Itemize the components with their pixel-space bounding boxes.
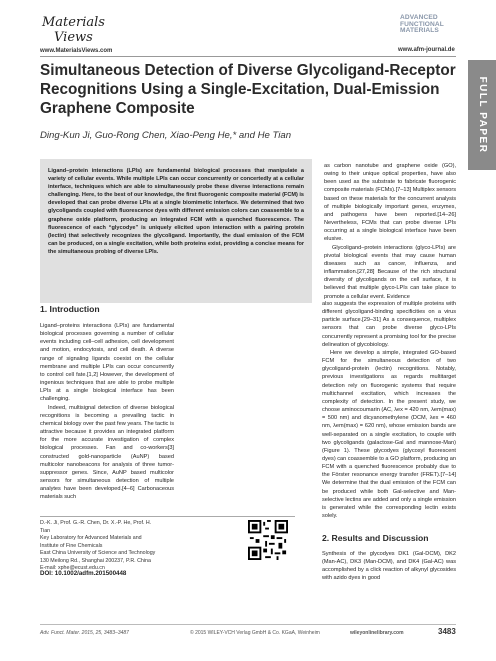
page-number: 3483 <box>438 627 456 636</box>
paragraph: Glycoligand–protein interactions (glyco-LPIs) are pivotal biological events that may cause human diseases such as cancer, influenza, and inflammation.[27,28] Because of the rich structural diversity of glycoligands on the cell surface, it is believed that multiple glyco-LPIs can take place to promote a cellular event. Evidence <box>324 244 456 300</box>
intro-right-column <box>322 300 456 532</box>
journal-url: www.afm-journal.de <box>398 47 455 53</box>
section-heading-results: 2. Results and Discussion <box>322 533 429 543</box>
svg-text:Views: Views <box>54 30 93 45</box>
publisher-url: www.MaterialsViews.com <box>40 48 113 54</box>
abstract-box <box>40 159 312 303</box>
footer-copyright: © 2015 WILEY-VCH Verlag GmbH & Co. KGaA, Weinheim <box>190 630 320 636</box>
footer-website: wileyonlinelibrary.com <box>350 630 404 636</box>
header-rule <box>40 56 456 57</box>
article-authors: Ding-Kun Ji, Guo-Rong Chen, Xiao-Peng He,* and He Tian <box>40 130 292 141</box>
qr-code-icon <box>248 520 288 560</box>
intro-right-continuation <box>324 162 456 302</box>
paragraph: also suggests the expression of multiple proteins with different glycoligand-binding specificities on a virus particle surface.[29–31] As a consequence, multiplex sensors that can probe diverse glyco-LPIs concurrently represent a promising tool for the precise delineation of glycobiology. <box>322 301 456 348</box>
materials-views-logo <box>40 12 110 46</box>
author-affiliation: D.-K. Ji, Prof. G.-R. Chen, Dr. X.-P. He, Prof. H. Tian Key Laboratory for Advanced Materials and Institute of Fine Chemicals East China University of Science and Technology 130 Meilong Rd., Shanghai 200237, P.R. China E-mail: xphe@ecust.edu.cn <box>40 520 156 572</box>
article-title: Simultaneous Detection of Diverse Glycoligand-Receptor Recognitions Using a Single-Excitation, Dual-Emission Graphene Composite <box>40 62 456 117</box>
results-paragraph: Synthesis of the glycodyes DK1 (Gal-DCM), DK2 (Man-AC), DK3 (Man-DCM), and DK4 (Gal-AC) was accomplished by a click reaction of alkynyl glycosides with azido dyes in good <box>322 551 456 582</box>
journal-logo: ADVANCED FUNCTIONAL MATERIALS <box>400 14 444 35</box>
svg-text:Materials: Materials <box>42 15 105 30</box>
doi: DOI: 10.1002/adfm.201500448 <box>40 570 127 577</box>
intro-left-column <box>40 322 174 512</box>
footer-citation: Adv. Funct. Mater. 2015, 25, 3483–3487 <box>40 630 129 636</box>
full-paper-tab: FULL PAPER <box>468 60 496 170</box>
paragraph: as carbon nanotube and graphene oxide (GO), owing to their unique optical properties, have also been used as the substrate to fabricate fluorogenic composite materials (FCMs).[7–13] Multiplex sensors based on these materials for the concurrent analysis of multiple biologically important genes, enzymes, and pathogens have been reported.[14–26] Nevertheless, FCMs that can probe diverse LPIs occurring at a single biological interface have been elusive. <box>324 163 456 243</box>
paragraph: Here we develop a simple, integrated GO-based FCM for the simultaneous detection of two glycoligand-protein (lectin) recognitions. Notably, previous investigations as regards multitarget detection rely on fluorogenic systems that require multichannel excitation, which increases the complexity of detection. In the present study, we choose aminocoumarin (AC, λex = 420 nm, λem(max) = 500 nm) and dicyanomethylene (DCM, λex = 460 nm, λem(max) = 620 nm), whose emission bands are well-separated on a single excitation, to couple with two glycoligands (galactose-Gal and mannose-Man) (Figure 1). These glycodyes (glycosyl fluorescent dyes) can coassemble to a GO platform, producing an FCM with a quenched fluorescence probably due to the Förster resonance energy transfer (FRET).[7–14] We determine that the dual emission of the FCM can be produced while both Gal-selective and Man-selective lectins are added and only a single emission is generated while the corresponding lectin exists solely. <box>322 349 457 520</box>
section-heading-introduction: 1. Introduction <box>40 304 100 314</box>
footer-rule <box>40 624 456 625</box>
affiliation-rule <box>40 516 295 517</box>
abstract-text: Ligand–protein interactions (LPIs) are fundamental biological processes that manipulate a variety of cellular events. While multiple LPIs can occur concurrently or concertedly at a cellular interface, techniques which are able to simultaneously probe these diverse interactions remain challenging. Here, to the best of our knowledge, the first fluorogenic composite material (FCM) is developed that can probe diverse LPIs at a single biomimetic interface. We determined that two glycoligands coupled with fluorescence dyes with different emission colors can coassemble to a graphene oxide platform, producing an integrated FCM with a quenched fluorescence. The fluorescence of each “glycodye” is uniquely elicited upon interaction with a pairing protein (lectin) that selectively recognizes the glycoligand. Importantly, the dual emission of the FCM can be produced, on a single excitation, while both proteins exist, providing a concise means for the simultaneous probing of diverse LPIs. <box>48 168 304 255</box>
paragraph: Ligand–proteins interactions (LPIs) are fundamental biological processes governing a number of cellular events including cell–cell adhesion, cell development and motion, endocytosis, and cell death. A diverse range of signaling ligands coexist on the cellular membrane and multiple LPIs can occur concurrently to control cell fate.[1,2] However, the development of ingenious techniques that are able to probe multiple LPIs at a single biological interface has been challenging. <box>40 323 174 403</box>
paragraph: Indeed, multisignal detection of diverse biological recognitions is becoming a prevailing tactic in chemical biology over the past few years. The tactic is attractive because it provides an integrated platform for the more accurate investigation of complex biological processes. Fan and co-workers[3] constructed gold-nanoparticle (AuNP) based multicolor nanobeacons for analysis of three tumor-suppressor genes. Since, AuNP based multicolor sensors for simultaneous detection of multiple analytes have been developed.[4–6] Carbonaceous materials such <box>40 404 174 501</box>
